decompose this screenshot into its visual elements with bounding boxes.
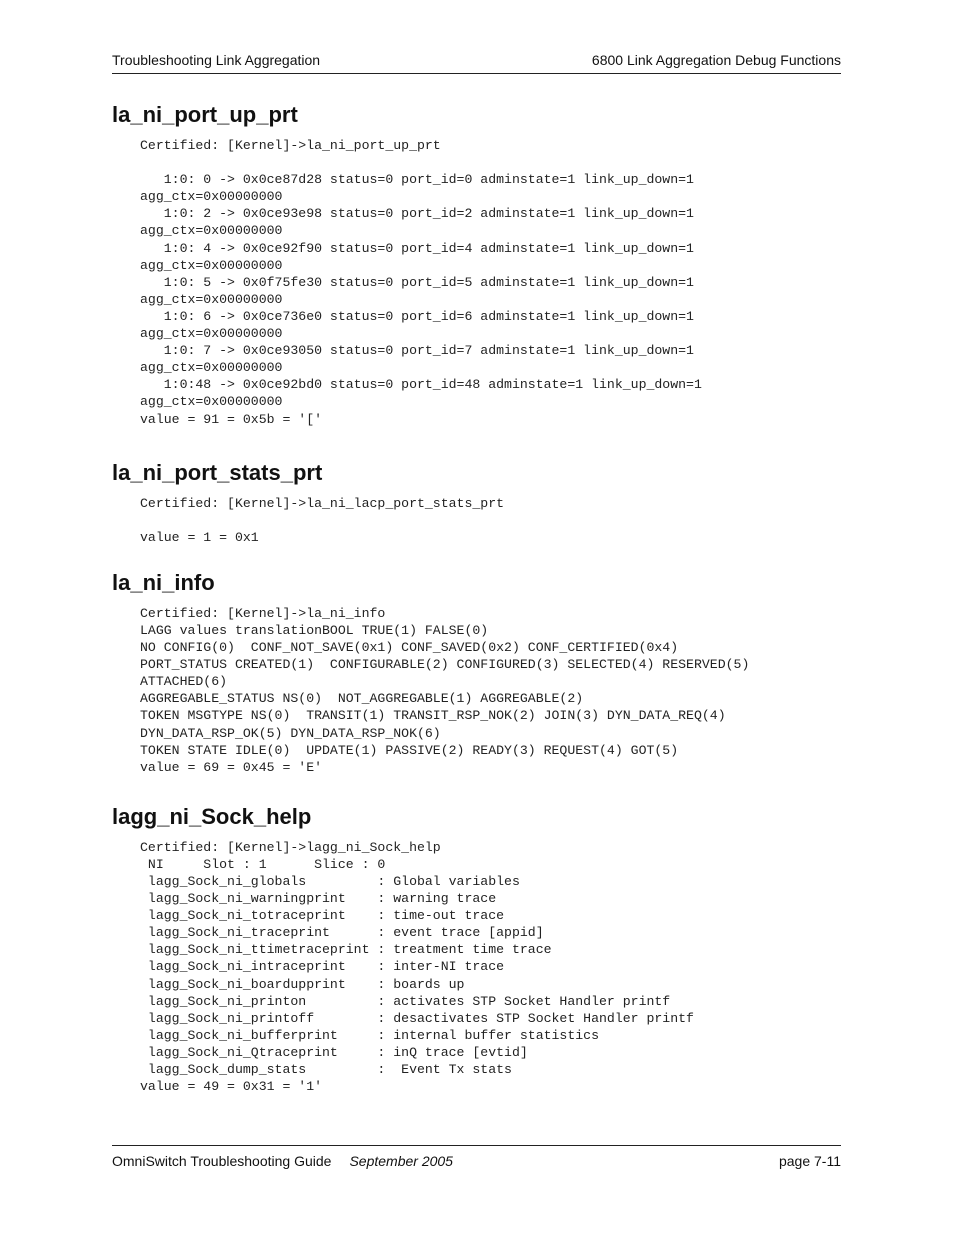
section-heading: la_ni_port_stats_prt bbox=[112, 459, 323, 485]
section-heading: lagg_ni_Sock_help bbox=[112, 803, 312, 829]
code-block: Certified: [Kernel]->la_ni_info LAGG values translationBOOL TRUE(1) FALSE(0) NO CONFIG(0) CONF_NOT_SAVE(0x1) CONF_SAVED(0x2) CONF_CERTIFIED(0x4) PORT_STATUS CREATED(1) CONFIGURABLE(2) CONFIGURED(3) SELECTED(4) RESERVED(5) ATTACHED(6) AGGREGABLE_STATUS NS(0) NOT_AGGREGABLE(1) AGGREGABLE(2) TOKEN MSGTYPE NS(0) TRANSIT(1) TRANSIT_RSP_NOK(2) JOIN(3) DYN_DATA_REQ(4) DYN_DATA_RSP_OK(5) DYN_DATA_RSP_NOK(6) TOKEN STATE IDLE(0) UPDATE(1) PASSIVE(2) READY(3) REQUEST(4) GOT(5) value = 69 = 0x45 = 'E' bbox=[140, 605, 750, 775]
header-section-title: 6800 Link Aggregation Debug Functions bbox=[591, 52, 841, 68]
header-chapter-title: Troubleshooting Link Aggregation bbox=[112, 52, 321, 68]
footer-page-number: page 7-11 bbox=[778, 1153, 841, 1169]
section-heading: la_ni_port_up_prt bbox=[112, 102, 298, 127]
section-lagg-ni-sock-help bbox=[112, 802, 841, 1095]
page-content bbox=[112, 100, 841, 1095]
section-la-ni-info bbox=[112, 568, 841, 776]
section-heading: la_ni_info bbox=[112, 569, 215, 595]
footer-guide-info bbox=[112, 1152, 453, 1170]
code-block: Certified: [Kernel]->lagg_ni_Sock_help NI Slot : 1 Slice : 0 lagg_Sock_ni_globals : Global variables lagg_Sock_ni_warningprint : warning trace lagg_Sock_ni_totraceprint : time-out trace lagg_Sock_ni_traceprint : event trace [appid] lagg_Sock_ni_ttimetraceprint : treatment time trace lagg_Sock_ni_intraceprint : inter-NI trace lagg_Sock_ni_boardupprint : boards up lagg_Sock_ni_printon : activates STP Socket Handler printf lagg_Sock_ni_printoff : desactivates STP Socket Handler printf lagg_Sock_ni_bufferprint : internal buffer statistics lagg_Sock_ni_Qtraceprint : inQ trace [evtid] lagg_Sock_dump_stats : Event Tx stats value = 49 = 0x31 = '1' bbox=[140, 839, 694, 1095]
code-block: Certified: [Kernel]->la_ni_port_up_prt 1:0: 0 -> 0x0ce87d28 status=0 port_id=0 adminstate=1 link_up_down=1 agg_ctx=0x00000000 1:0: 2 -> 0x0ce93e98 status=0 port_id=2 adminstate=1 link_up_down=1 agg_ctx=0x00000000 1:0: 4 -> 0x0ce92f90 status=0 port_id=4 adminstate=1 link_up_down=1 agg_ctx=0x00000000 1:0: 5 -> 0x0f75fe30 status=0 port_id=5 adminstate=1 link_up_down=1 agg_ctx=0x00000000 1:0: 6 -> 0x0ce736e0 status=0 port_id=6 adminstate=1 link_up_down=1 agg_ctx=0x00000000 1:0: 7 -> 0x0ce93050 status=0 port_id=7 adminstate=1 link_up_down=1 agg_ctx=0x00000000 1:0:48 -> 0x0ce92bd0 status=0 port_id=48 adminstate=1 link_up_down=1 agg_ctx=0x00000000 value = 91 = 0x5b = '[' bbox=[140, 138, 702, 427]
footer-date: September 2005 bbox=[349, 1153, 453, 1169]
code-block: Certified: [Kernel]->la_ni_lacp_port_stats_prt value = 1 = 0x1 bbox=[140, 495, 505, 545]
section-la-ni-port-up-prt bbox=[112, 100, 841, 428]
running-header bbox=[112, 51, 841, 74]
section-la-ni-port-stats-prt bbox=[112, 458, 841, 546]
footer-guide-title: OmniSwitch Troubleshooting Guide bbox=[112, 1153, 332, 1169]
running-footer bbox=[112, 1145, 841, 1169]
